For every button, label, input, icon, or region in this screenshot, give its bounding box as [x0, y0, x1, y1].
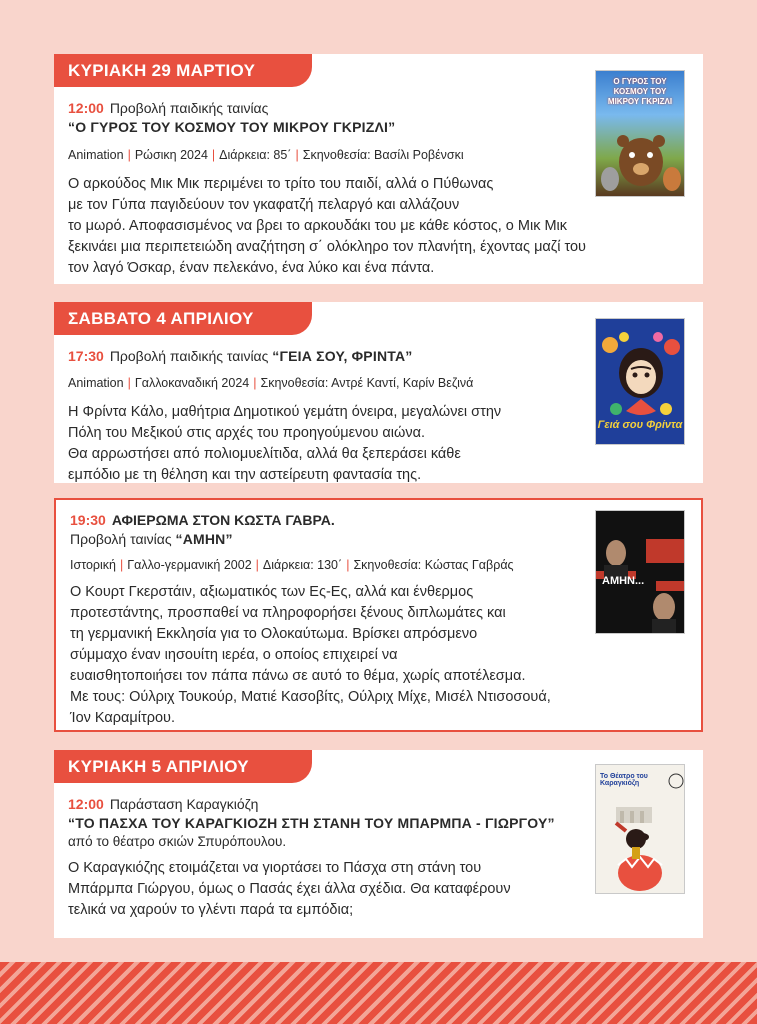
event-intro: Προβολή παιδικής ταινίας — [109, 348, 269, 364]
event-title: “ΑΜΗΝ” — [175, 531, 233, 547]
event-description: Ο αρκούδος Μικ Μικ περιμένει το τρίτο του παιδί, αλλά ο Πύθωνας με τον Γύπα παγιδεύουν τον γκαφατζή πελαργό και αλλάζουν το μωρό. Αποφασισμένος να βρει το αρκουδάκι του με κάθε κόστος, ο Μικ Μικ ξεκινάει μια περιπετειώδη αναζήτηση σ΄ ολόκληρο τον πλανήτη, έχοντας μαζί του τον λαγό Όσκαρ, έναν πελεκάνο, ένα λύκο και ένα πάντα. — [68, 176, 586, 276]
event-description: Η Φρίντα Κάλο, μαθήτρια Δημοτικού γεμάτη όνειρα, μεγαλώνει στην Πόλη του Μεξικού στις αρχές του προηγούμενου αιώνα. Θα αρρωστήσει από πολιομυελίτιδα, αλλά θα ξεπεράσει κάθε εμπόδιο με τη θέληση και την αστείρευτη φαντασία της. — [68, 404, 502, 483]
event-time: 12:00 — [68, 100, 104, 116]
event-card-4 — [54, 750, 703, 938]
tribute-heading: ΑΦΙΕΡΩΜΑ ΣΤΟΝ ΚΩΣΤΑ ΓΑΒΡΑ. — [111, 512, 335, 528]
event-subtitle: από το θέατρο σκιών Σπυρόπουλου. — [68, 834, 287, 849]
event-time: 17:30 — [68, 348, 104, 364]
event-title: “ΤΟ ΠΑΣΧΑ ΤΟΥ ΚΑΡΑΓΚΙΟΖΗ ΣΤΗ ΣΤΑΝΗ ΤΟΥ ΜΠΑΡΜΠΑ - ΓΙΩΡΓΟΥ” — [68, 815, 555, 831]
event-intro: Προβολή παιδικής ταινίας — [109, 100, 269, 116]
event-intro-line — [68, 100, 268, 116]
event-title: “ΓΕΙΑ ΣΟΥ, ΦΡΙΝΤΑ” — [272, 348, 413, 364]
event-title: “Ο ΓΥΡΟΣ ΤΟΥ ΚΟΣΜΟΥ ΤΟΥ ΜΙΚΡΟΥ ΓΚΡΙΖΛΙ” — [68, 119, 396, 135]
meta-genre: Animation — [68, 148, 124, 162]
event-card-1 — [54, 54, 703, 284]
meta-origin: Γαλλοκαναδική 2024 — [134, 376, 250, 390]
event-intro-line — [68, 796, 258, 812]
show-poster-image: Το Θέατρο του Καραγκιόζη — [595, 764, 685, 894]
event-description: Ο Κουρτ Γκερστάιν, αξιωματικός των Ες-Ες, αλλά και ένθερμος προτεστάντης, προσπαθεί να πληροφορήσει ξένους διπλωμάτες και τη γερμανική Εκκλησία για το Ολοκαύτωμα. Βρίσκει απρόσμενο σύμμαχο έναν ιησουίτη ιερέα, ο οποίος επιχειρεί να ευαισθητοποιήσει τον πάπα πάνω σε αυτό το θέμα, χωρίς αποτέλεσμα. Με τους: Ούλριχ Τουκούρ, Ματιέ Κασοβίτς, Ούλριχ Μίχε, Μισέλ Ντισοσουά, Ίον Καραμίτρου. — [70, 584, 551, 726]
event-intro-line — [70, 531, 233, 547]
day-heading: ΚΥΡΙΑΚΗ 29 ΜΑΡΤΙΟΥ — [54, 54, 312, 87]
meta-origin: Ρώσικη 2024 — [134, 148, 208, 162]
movie-poster-image: Γειά σου Φρίντα — [595, 318, 685, 445]
movie-poster-image: ΑΜΗΝ... — [595, 510, 685, 634]
meta-origin: Γαλλο-γερμανική 2002 — [127, 558, 252, 572]
meta-duration: Διάρκεια: 130΄ — [262, 558, 343, 572]
event-time: 19:30 — [70, 512, 106, 528]
event-meta: Animation | Γαλλοκαναδική 2024 | Σκηνοθεσία: Αντρέ Καντί, Καρίν Βεζινά — [68, 376, 474, 390]
event-intro: Παράσταση Καραγκιόζη — [109, 796, 259, 812]
event-intro: Προβολή ταινίας — [70, 531, 172, 547]
movie-poster-image: Ο ΓΥΡΟΣ ΤΟΥ ΚΟΣΜΟΥ ΤΟΥ ΜΙΚΡΟΥ ΓΚΡΙΖΛΙ — [595, 70, 685, 197]
poster-karagiozis-illustration — [596, 765, 685, 894]
meta-duration: Διάρκεια: 85΄ — [219, 148, 292, 162]
meta-director: Σκηνοθεσία: Βασίλι Ροβένσκι — [302, 148, 464, 162]
meta-director: Σκηνοθεσία: Αντρέ Καντί, Καρίν Βεζινά — [260, 376, 474, 390]
event-card-2 — [54, 302, 703, 483]
meta-director: Σκηνοθεσία: Κώστας Γαβράς — [353, 558, 514, 572]
meta-genre: Animation — [68, 376, 124, 390]
day-heading: ΚΥΡΙΑΚΗ 5 ΑΠΡΙΛΙΟΥ — [54, 750, 312, 783]
event-card-3 — [54, 498, 703, 732]
meta-genre: Ιστορική — [70, 558, 116, 572]
event-heading-line — [70, 512, 335, 528]
poster-amen-illustration — [596, 511, 685, 634]
event-time: 12:00 — [68, 796, 104, 812]
event-meta: Ιστορική | Γαλλο-γερμανική 2002 | Διάρκεια: 130΄ | Σκηνοθεσία: Κώστας Γαβράς — [70, 558, 514, 572]
event-meta: Animation | Ρώσικη 2024 | Διάρκεια: 85΄ | Σκηνοθεσία: Βασίλι Ροβένσκι — [68, 148, 464, 162]
event-intro-line — [68, 348, 412, 364]
event-description: Ο Καραγκιόζης ετοιμάζεται να γιορτάσει το Πάσχα στη στάνη του Μπάρμπα Γιώργου, όμως ο Πασάς έχει άλλα σχέδια. Θα καταφέρουν τελικά να χαρούν το γλέντι παρά τα εμπόδια; — [68, 860, 511, 918]
day-heading: ΣΑΒΒΑΤΟ 4 ΑΠΡΙΛΙΟΥ — [54, 302, 312, 335]
poster-bear-illustration — [596, 117, 685, 197]
decorative-stripes-footer — [0, 962, 757, 1024]
